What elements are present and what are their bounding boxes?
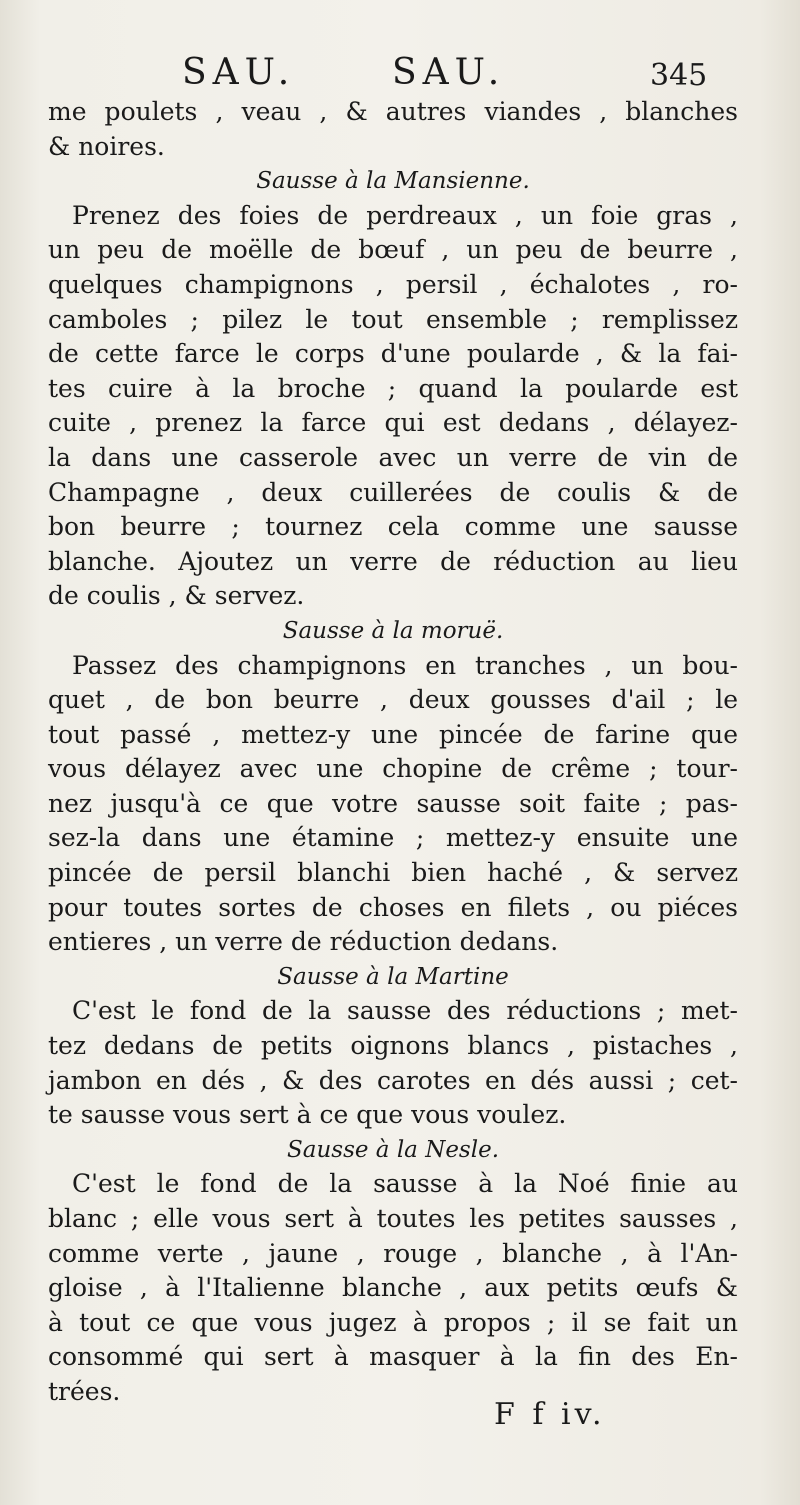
text-line: à tout ce que vous jugez à propos ; il se fait un <box>48 1307 738 1337</box>
text-line: un peu de moëlle de bœuf , un peu de beurre , <box>48 235 738 265</box>
text-line: quelques champignons , persil , échalotes , ro- <box>48 269 738 299</box>
text-line: te sausse vous sert à ce que vous voulez. <box>48 1100 567 1130</box>
text-line: consommé qui sert à masquer à la fin des En- <box>48 1342 738 1372</box>
text-line: Champagne , deux cuillerées de coulis & de <box>48 477 738 507</box>
text-line: C'est le fond de la sausse à la Noé finie au <box>72 1169 738 1199</box>
text-line: de cette farce le corps d'une poularde , & la fai- <box>48 339 738 369</box>
text-line: trées. <box>48 1376 121 1406</box>
header-left-word: SAU. <box>182 52 296 93</box>
text-line: tez dedans de petits oignons blancs , pistaches , <box>48 1031 738 1061</box>
text-line: Passez des champignons en tranches , un bou- <box>72 650 738 680</box>
text-line: cuite , prenez la farce qui est dedans , délayez- <box>48 408 738 438</box>
text-line: blanche. Ajoutez un verre de réduction au lieu <box>48 546 738 576</box>
text-line: nez jusqu'à ce que votre sausse soit faite ; pas- <box>48 788 738 818</box>
section-heading: Sausse à la Nesle. <box>286 1136 500 1163</box>
text-line: C'est le fond de la sausse des réductions ; met- <box>72 996 738 1026</box>
text-line: tes cuire à la broche ; quand la poularde est <box>48 373 738 403</box>
text-line: & noires. <box>48 131 165 161</box>
text-line: camboles ; pilez le tout ensemble ; remplissez <box>48 304 738 334</box>
text-line: la dans une casserole avec un verre de vin de <box>48 442 738 472</box>
text-line: Prenez des foies de perdreaux , un foie gras , <box>72 200 738 230</box>
signature-mark: F f iv. <box>494 1397 606 1432</box>
text-line: pincée de persil blanchi bien haché , & servez <box>48 858 738 888</box>
body-text <box>48 95 738 1410</box>
section-heading: Sausse à la Mansienne. <box>256 168 530 195</box>
text-line: blanc ; elle vous sert à toutes les petites sausses , <box>48 1204 738 1233</box>
text-line: sez-la dans une étamine ; mettez-y ensuite une <box>48 823 738 853</box>
section-heading: Sausse à la moruë. <box>282 617 504 644</box>
text-line: quet , de bon beurre , deux gousses d'ail ; le <box>48 685 738 715</box>
text-line: jambon en dés , & des carotes en dés aussi ; cet- <box>48 1065 738 1095</box>
text-line: tout passé , mettez-y une pincée de farine que <box>48 719 738 749</box>
header-right-word: SAU. <box>392 52 506 93</box>
text-line: pour toutes sortes de choses en filets , ou piéces <box>48 892 738 922</box>
text-line: entieres , un verre de réduction dedans. <box>48 927 559 957</box>
text-line: vous délayez avec une chopine de crême ; tour- <box>48 754 738 784</box>
section-heading: Sausse à la Martine <box>277 963 509 990</box>
text-line: bon beurre ; tournez cela comme une sausse <box>48 512 738 542</box>
text-line: me poulets , veau , & autres viandes , blanches <box>48 97 738 126</box>
text-line: comme verte , jaune , rouge , blanche , à l'An- <box>48 1238 738 1268</box>
text-line: gloise , à l'Italienne blanche , aux petits œufs & <box>48 1273 738 1303</box>
text-line: de coulis , & servez. <box>48 581 305 611</box>
page-number: 345 <box>650 58 708 93</box>
